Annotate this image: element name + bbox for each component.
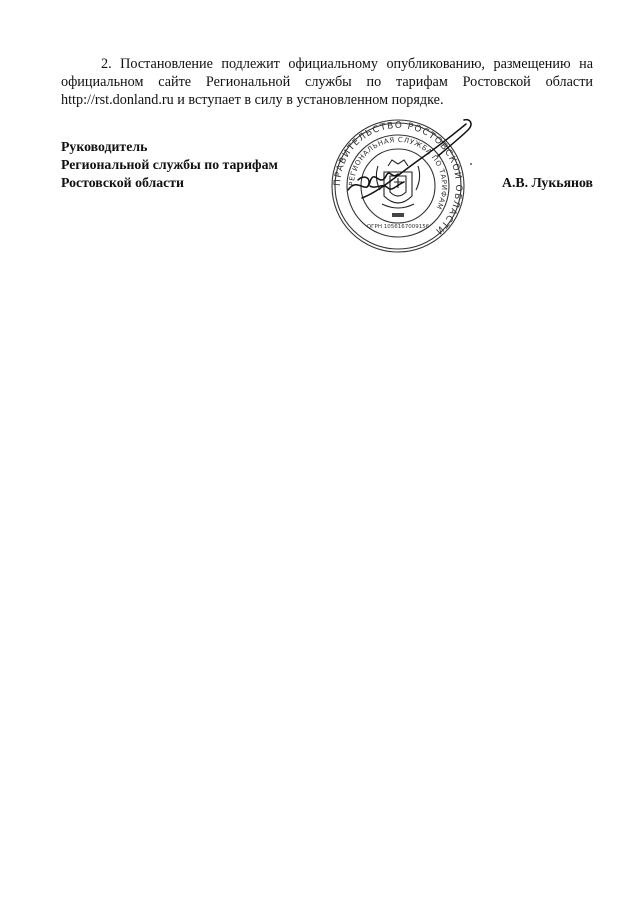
signatory-title-block — [61, 138, 321, 192]
signatory-region: Ростовской области — [61, 175, 185, 190]
signatory-name: А.В. Лукьянов — [501, 175, 593, 190]
seal-inner-text: РЕГИОНАЛЬНАЯ СЛУЖБА ПО ТАРИФАМ — [347, 135, 449, 211]
seal-outer-text: ПРАВИТЕЛЬСТВО РОСТОВСКОЙ ОБЛАСТИ — [332, 120, 464, 237]
signatory-organization: Региональной службы по тарифам — [61, 157, 278, 172]
seal-bottom-text: ОГРН 1056167009156 — [366, 224, 430, 230]
paragraph-publication: 2. Постановление подлежит официальному опубликованию, размещению на официальном сайте Региональной службы по тарифам Ростовской области http://rst.donland.ru и вступает в силу в установленном порядке. — [61, 56, 593, 108]
signatory-position: Руководитель — [61, 139, 148, 154]
official-seal-icon — [318, 116, 478, 256]
